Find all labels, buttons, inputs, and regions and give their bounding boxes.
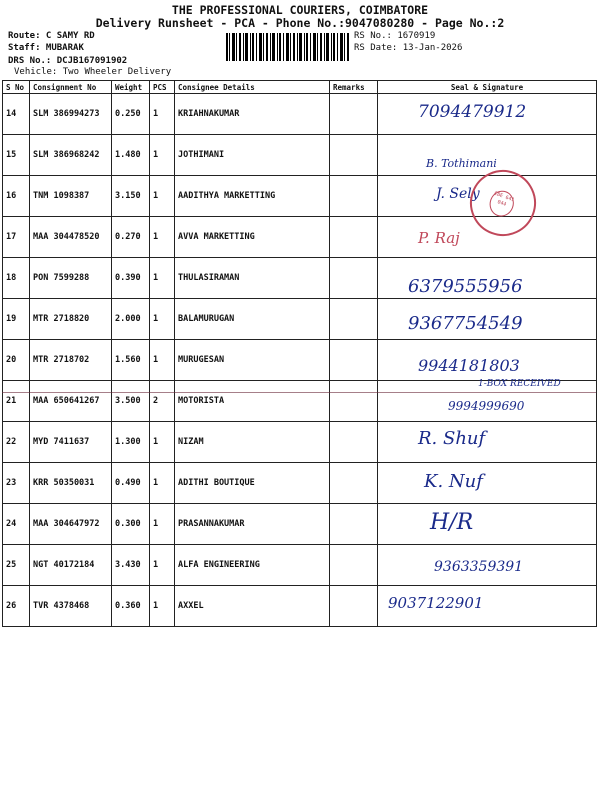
pcs: 1 — [150, 545, 175, 586]
sno: 22 — [3, 422, 30, 463]
col-consignment: Consignment No — [30, 81, 112, 94]
staff-label: Staff: MUBARAK — [8, 43, 84, 53]
consignment-no: PON 7599288 — [30, 258, 112, 299]
pcs: 1 — [150, 504, 175, 545]
signature: 9037122901 — [388, 594, 484, 612]
signature-cell — [378, 94, 597, 135]
pcs: 1 — [150, 217, 175, 258]
remarks — [330, 381, 378, 422]
consignment-no: KRR 50350031 — [30, 463, 112, 504]
table-row — [3, 545, 597, 586]
weight: 0.490 — [112, 463, 150, 504]
consignee: THULASIRAMAN — [175, 258, 330, 299]
remarks — [330, 545, 378, 586]
table-row — [3, 94, 597, 135]
weight: 1.560 — [112, 340, 150, 381]
sno: 17 — [3, 217, 30, 258]
pcs: 1 — [150, 463, 175, 504]
pcs: 1 — [150, 258, 175, 299]
consignment-no: MYD 7411637 — [30, 422, 112, 463]
runsheet-table — [2, 80, 597, 627]
signature: B. Tothimani — [426, 157, 497, 170]
table-row — [3, 299, 597, 340]
pcs: 1 — [150, 299, 175, 340]
remarks — [330, 176, 378, 217]
table-row — [3, 340, 597, 381]
consignment-no: MAA 304478520 — [30, 217, 112, 258]
consignment-no: MAA 304647972 — [30, 504, 112, 545]
consignee: ALFA ENGINEERING — [175, 545, 330, 586]
sno: 14 — [3, 94, 30, 135]
signature: 9994999690 — [448, 399, 525, 413]
consignee: AVVA MARKETTING — [175, 217, 330, 258]
signature-cell — [378, 504, 597, 545]
sno: 25 — [3, 545, 30, 586]
weight: 0.300 — [112, 504, 150, 545]
sno: 20 — [3, 340, 30, 381]
weight: 2.000 — [112, 299, 150, 340]
sno: 26 — [3, 586, 30, 627]
consignee: AXXEL — [175, 586, 330, 627]
remarks — [330, 340, 378, 381]
sno: 18 — [3, 258, 30, 299]
consignment-no: TNM 1098387 — [30, 176, 112, 217]
remarks — [330, 463, 378, 504]
consignment-no: MTR 2718820 — [30, 299, 112, 340]
weight: 1.300 — [112, 422, 150, 463]
table-row — [3, 504, 597, 545]
pcs: 1 — [150, 586, 175, 627]
runsheet-title: Delivery Runsheet - PCA - Phone No.:9047080280 - Page No.:2 — [95, 16, 505, 30]
barcode — [226, 33, 350, 61]
weight: 0.360 — [112, 586, 150, 627]
table-row — [3, 258, 597, 299]
sno: 15 — [3, 135, 30, 176]
consignment-no: MAA 650641267 — [30, 381, 112, 422]
remarks — [330, 504, 378, 545]
signature-cell — [378, 340, 597, 381]
stamp-code: CBE 641 044 — [486, 187, 517, 220]
pcs: 1 — [150, 176, 175, 217]
pcs: 1 — [150, 94, 175, 135]
consignee: MOTORISTA — [175, 381, 330, 422]
signature: K. Nuf — [424, 471, 483, 492]
box-received-note: 1-BOX RECEIVED — [478, 379, 561, 389]
consignee: PRASANNAKUMAR — [175, 504, 330, 545]
signature-cell — [378, 586, 597, 627]
signature-cell — [378, 258, 597, 299]
col-signature: Seal & Signature — [378, 81, 597, 94]
consignment-no: SLM 386994273 — [30, 94, 112, 135]
route-label: Route: C SAMY RD — [8, 31, 95, 41]
table-row — [3, 422, 597, 463]
remarks — [330, 586, 378, 627]
signature-cell — [378, 135, 597, 176]
pcs: 2 — [150, 381, 175, 422]
col-weight: Weight — [112, 81, 150, 94]
col-sno: S No — [3, 81, 30, 94]
sno: 19 — [3, 299, 30, 340]
remarks — [330, 217, 378, 258]
remarks — [330, 94, 378, 135]
signature: J. Sely — [436, 186, 480, 202]
consignment-no: MTR 2718702 — [30, 340, 112, 381]
sno: 23 — [3, 463, 30, 504]
weight: 3.150 — [112, 176, 150, 217]
consignee: MURUGESAN — [175, 340, 330, 381]
weight: 0.250 — [112, 94, 150, 135]
weight: 3.500 — [112, 381, 150, 422]
signature-cell — [378, 545, 597, 586]
table-header — [3, 81, 597, 94]
rs-number: RS No.: 1670919 — [354, 31, 436, 41]
strike-line — [2, 392, 596, 393]
signature: 6379555956 — [408, 276, 523, 297]
col-remarks: Remarks — [330, 81, 378, 94]
signature-cell — [378, 463, 597, 504]
consignment-no: TVR 4378468 — [30, 586, 112, 627]
consignee: JOTHIMANI — [175, 135, 330, 176]
consignee: AADITHYA MARKETTING — [175, 176, 330, 217]
weight: 3.430 — [112, 545, 150, 586]
consignee: BALAMURUGAN — [175, 299, 330, 340]
consignee: NIZAM — [175, 422, 330, 463]
weight: 1.480 — [112, 135, 150, 176]
signature: P. Raj — [418, 229, 460, 247]
pcs: 1 — [150, 422, 175, 463]
company-title: THE PROFESSIONAL COURIERS, COIMBATORE — [171, 3, 429, 17]
col-pcs: PCS — [150, 81, 175, 94]
weight: 0.270 — [112, 217, 150, 258]
remarks — [330, 422, 378, 463]
sno: 21 — [3, 381, 30, 422]
consignee: KRIAHNAKUMAR — [175, 94, 330, 135]
signature: 9944181803 — [418, 356, 520, 375]
remarks — [330, 299, 378, 340]
consignment-no: NGT 40172184 — [30, 545, 112, 586]
signature: R. Shuf — [418, 428, 486, 449]
table-row — [3, 463, 597, 504]
signature-cell — [378, 422, 597, 463]
consignee: ADITHI BOUTIQUE — [175, 463, 330, 504]
pcs: 1 — [150, 340, 175, 381]
rs-date: RS Date: 13-Jan-2026 — [354, 43, 463, 53]
signature: 9367754549 — [408, 313, 523, 334]
col-consignee: Consignee Details — [175, 81, 330, 94]
signature-cell — [378, 299, 597, 340]
sno: 16 — [3, 176, 30, 217]
vehicle-label: Vehicle: Two Wheeler Delivery — [14, 67, 172, 77]
pcs: 1 — [150, 135, 175, 176]
signature: H/R — [430, 510, 474, 535]
drs-label: DRS No.: DCJB167091902 — [8, 56, 128, 66]
sno: 24 — [3, 504, 30, 545]
weight: 0.390 — [112, 258, 150, 299]
table-row — [3, 586, 597, 627]
signature: 9363359391 — [434, 559, 524, 575]
consignment-no: SLM 386968242 — [30, 135, 112, 176]
remarks — [330, 135, 378, 176]
remarks — [330, 258, 378, 299]
signature: 7094479912 — [418, 102, 527, 122]
